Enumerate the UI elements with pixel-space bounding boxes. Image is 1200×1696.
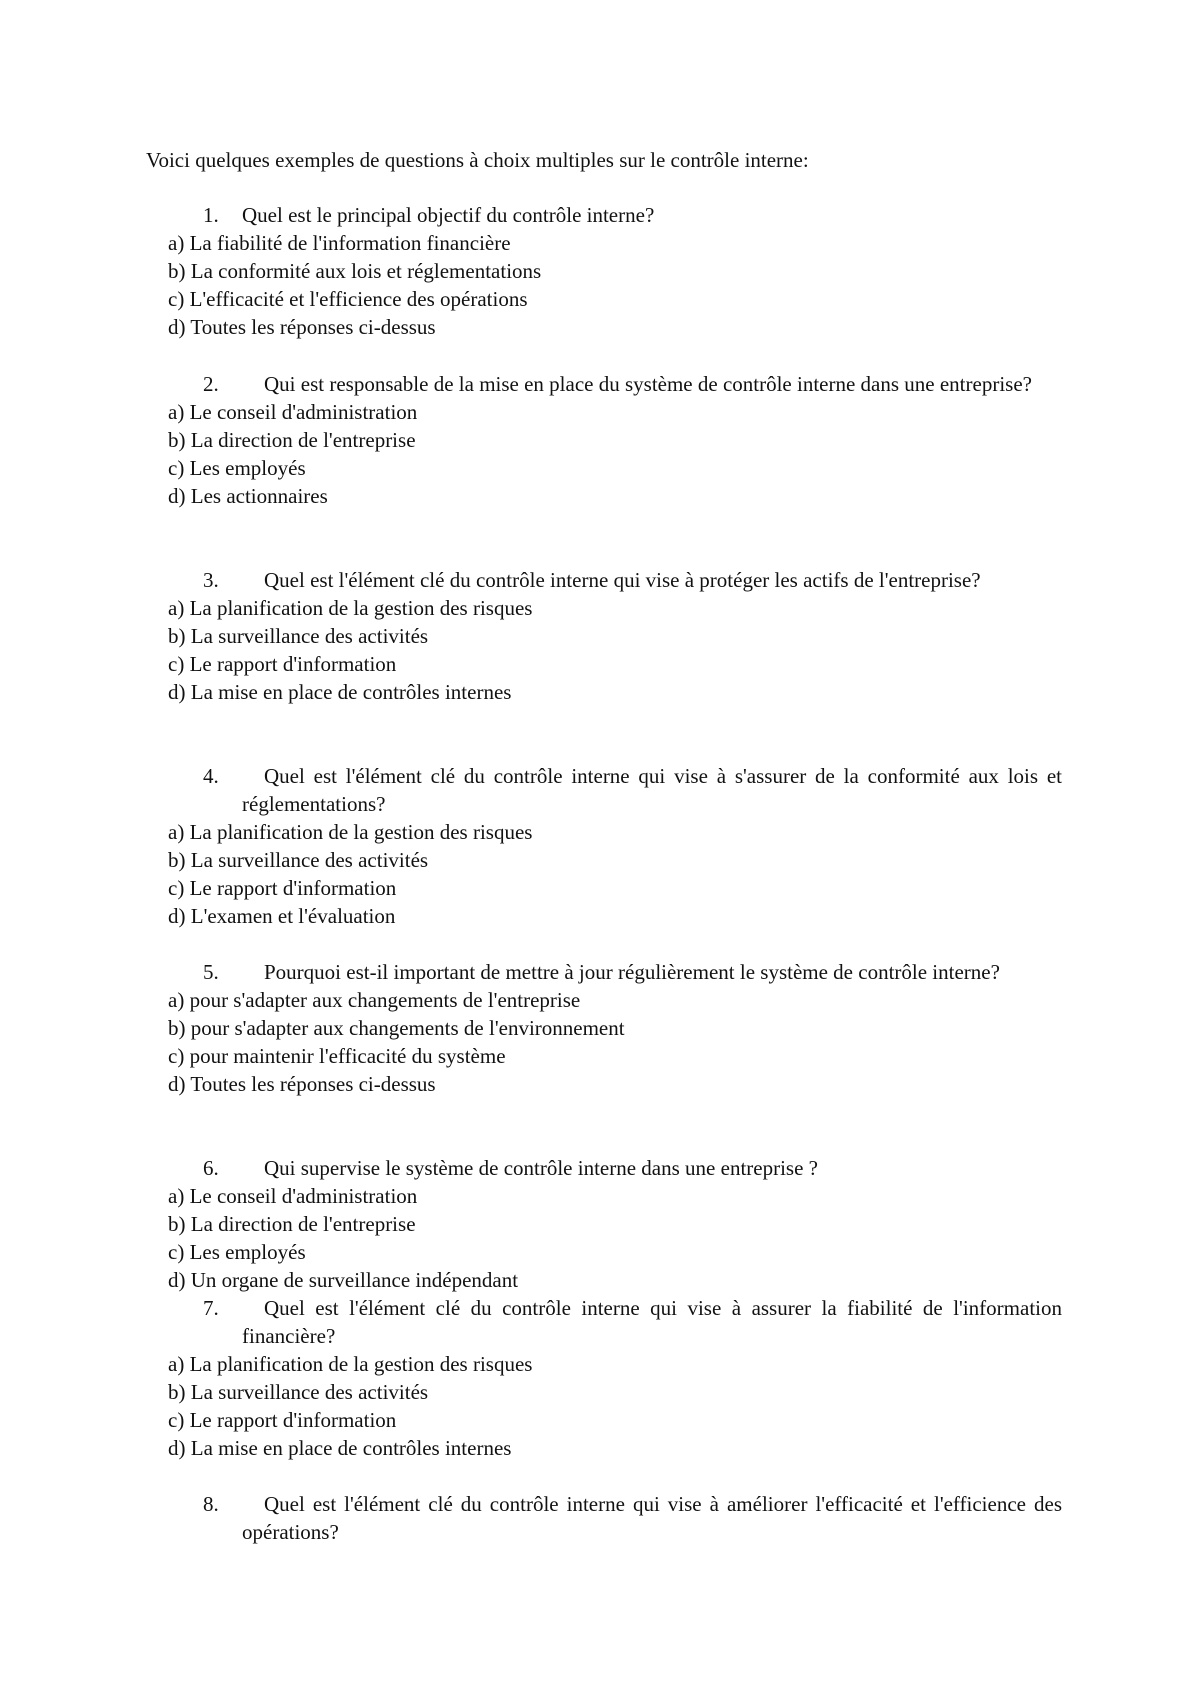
question-text: Pourquoi est-il important de mettre à jour régulièrement le système de contrôle interne? — [264, 960, 1000, 984]
answer-option: d) La mise en place de contrôles internes — [168, 680, 512, 704]
question-text: Quel est l'élément clé du contrôle interne qui vise à protéger les actifs de l'entreprise? — [264, 568, 981, 592]
question-4 — [0, 762, 1200, 930]
answer-option: b) pour s'adapter aux changements de l'environnement — [168, 1016, 625, 1040]
answer-list — [0, 1350, 1200, 1462]
question-text: Quel est l'élément clé du contrôle interne qui vise à assurer la fiabilité de l'information financière? — [242, 1296, 1062, 1348]
answer-option: a) La planification de la gestion des risques — [168, 820, 533, 844]
question-number: 5. — [203, 960, 219, 984]
question-6 — [0, 1154, 1200, 1294]
answer-option: a) Le conseil d'administration — [168, 400, 418, 424]
question-text: Quel est l'élément clé du contrôle interne qui vise à s'assurer de la conformité aux lois et réglementations? — [242, 764, 1062, 816]
answer-option: c) pour maintenir l'efficacité du système — [168, 1044, 506, 1068]
question-3 — [0, 566, 1200, 706]
answer-option: b) La direction de l'entreprise — [168, 428, 416, 452]
question-number: 1. — [203, 203, 219, 227]
answer-option: d) La mise en place de contrôles internes — [168, 1436, 512, 1460]
question-number: 3. — [203, 568, 219, 592]
answer-option: c) Le rapport d'information — [168, 1408, 397, 1432]
intro-text: Voici quelques exemples de questions à choix multiples sur le contrôle interne: — [146, 148, 809, 172]
answer-option: d) Les actionnaires — [168, 484, 328, 508]
question-number: 4. — [203, 764, 219, 788]
question-7 — [0, 1294, 1200, 1462]
question-number: 6. — [203, 1156, 219, 1180]
answer-option: d) L'examen et l'évaluation — [168, 904, 396, 928]
answer-list — [0, 1182, 1200, 1294]
answer-option: c) Le rapport d'information — [168, 876, 397, 900]
question-text: Qui est responsable de la mise en place du système de contrôle interne dans une entreprise? — [264, 372, 1032, 396]
answer-option: d) Toutes les réponses ci-dessus — [168, 1072, 436, 1096]
question-number: 2. — [203, 372, 219, 396]
answer-option: c) Les employés — [168, 1240, 306, 1264]
answer-option: a) pour s'adapter aux changements de l'entreprise — [168, 988, 581, 1012]
question-text: Quel est l'élément clé du contrôle interne qui vise à améliorer l'efficacité et l'efficience des opérations? — [242, 1492, 1062, 1544]
answer-option: b) La direction de l'entreprise — [168, 1212, 416, 1236]
answer-option: b) La surveillance des activités — [168, 848, 429, 872]
question-8 — [0, 1490, 1200, 1546]
question-2 — [0, 370, 1200, 510]
question-number: 8. — [203, 1492, 219, 1516]
question-text: Qui supervise le système de contrôle interne dans une entreprise ? — [264, 1156, 818, 1180]
answer-list — [0, 594, 1200, 706]
answer-list — [0, 986, 1200, 1098]
answer-list — [0, 229, 1200, 341]
answer-option: c) Le rapport d'information — [168, 652, 397, 676]
answer-list — [0, 398, 1200, 510]
answer-option: b) La conformité aux lois et réglementations — [168, 259, 542, 283]
answer-option: a) La fiabilité de l'information financière — [168, 231, 511, 255]
answer-option: c) Les employés — [168, 456, 306, 480]
answer-option: b) La surveillance des activités — [168, 1380, 429, 1404]
answer-option: a) La planification de la gestion des risques — [168, 1352, 533, 1376]
answer-option: d) Un organe de surveillance indépendant — [168, 1268, 519, 1292]
question-1 — [0, 201, 1200, 341]
answer-list — [0, 818, 1200, 930]
answer-option: a) Le conseil d'administration — [168, 1184, 418, 1208]
question-text: Quel est le principal objectif du contrôle interne? — [242, 203, 655, 227]
answer-option: b) La surveillance des activités — [168, 624, 429, 648]
answer-option: d) Toutes les réponses ci-dessus — [168, 315, 436, 339]
answer-option: a) La planification de la gestion des risques — [168, 596, 533, 620]
question-number: 7. — [203, 1296, 219, 1320]
answer-option: c) L'efficacité et l'efficience des opérations — [168, 287, 528, 311]
question-5 — [0, 958, 1200, 1098]
